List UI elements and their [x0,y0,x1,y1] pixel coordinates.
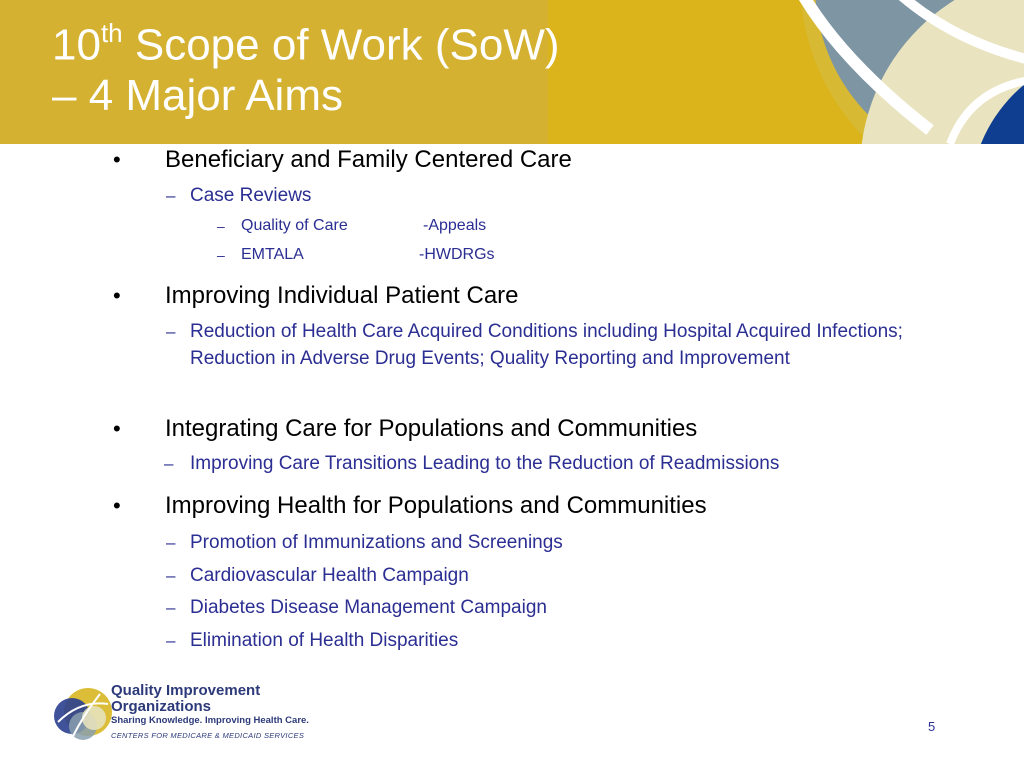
logo-tagline: Sharing Knowledge. Improving Health Care. [111,715,309,726]
subitem-dash: – [217,218,225,234]
aim-bullet: • [113,147,121,172]
item-dash: – [166,322,176,341]
title-superscript: th [100,18,123,48]
title-rest: Scope of Work (SoW) [122,20,560,70]
aim-2-item-reduction-hac: Reduction of Health Care Acquired Conditions including Hospital Acquired Infections; Reduction in Adverse Drug Events; Quality Reporting and Improvement [190,321,903,369]
aim-4-item-cardiovascular: Cardiovascular Health Campaign [190,565,469,586]
item-dash: – [166,533,176,552]
aim-bullet: • [113,283,121,308]
aim-4-item-disparities: Elimination of Health Disparities [190,630,459,651]
aim-3-item-care-transitions: Improving Care Transitions Leading to the Reduction of Readmissions [190,453,780,474]
aim-4-label: Improving Health for Populations and Communities [165,492,707,519]
item-dash: – [166,598,176,617]
item-dash: – [166,186,176,205]
subitem-emtala: EMTALA [241,246,304,263]
subitem-dash: – [217,247,225,263]
item-dash: – [166,631,176,650]
subitem-quality-of-care: Quality of Care [241,217,348,234]
title-line-2: – 4 Major Aims [52,70,343,120]
logo-agency: CENTERS FOR MEDICARE & MEDICAID SERVICES [111,731,305,740]
item-dash: – [164,454,174,473]
page-number: 5 [928,719,936,734]
aim-3-label: Integrating Care for Populations and Communities [165,415,698,442]
aim-bullet: • [113,493,121,518]
subitem-appeals: -Appeals [423,217,487,234]
aim-1-label: Beneficiary and Family Centered Care [165,146,572,173]
logo-title-line-1: Quality Improvement [111,682,261,699]
item-dash: – [166,566,176,585]
subitem-hwdrgs: -HWDRGs [419,246,495,263]
aim-2-label: Improving Individual Patient Care [165,282,519,309]
title-number: 10 [52,20,101,70]
logo-title-line-2: Organizations [111,698,212,715]
aim-1-item-case-reviews: Case Reviews [190,185,312,206]
aim-4-item-immunizations: Promotion of Immunizations and Screenings [190,532,563,553]
aim-bullet: • [113,416,121,441]
aim-4-item-diabetes: Diabetes Disease Management Campaign [190,597,547,618]
